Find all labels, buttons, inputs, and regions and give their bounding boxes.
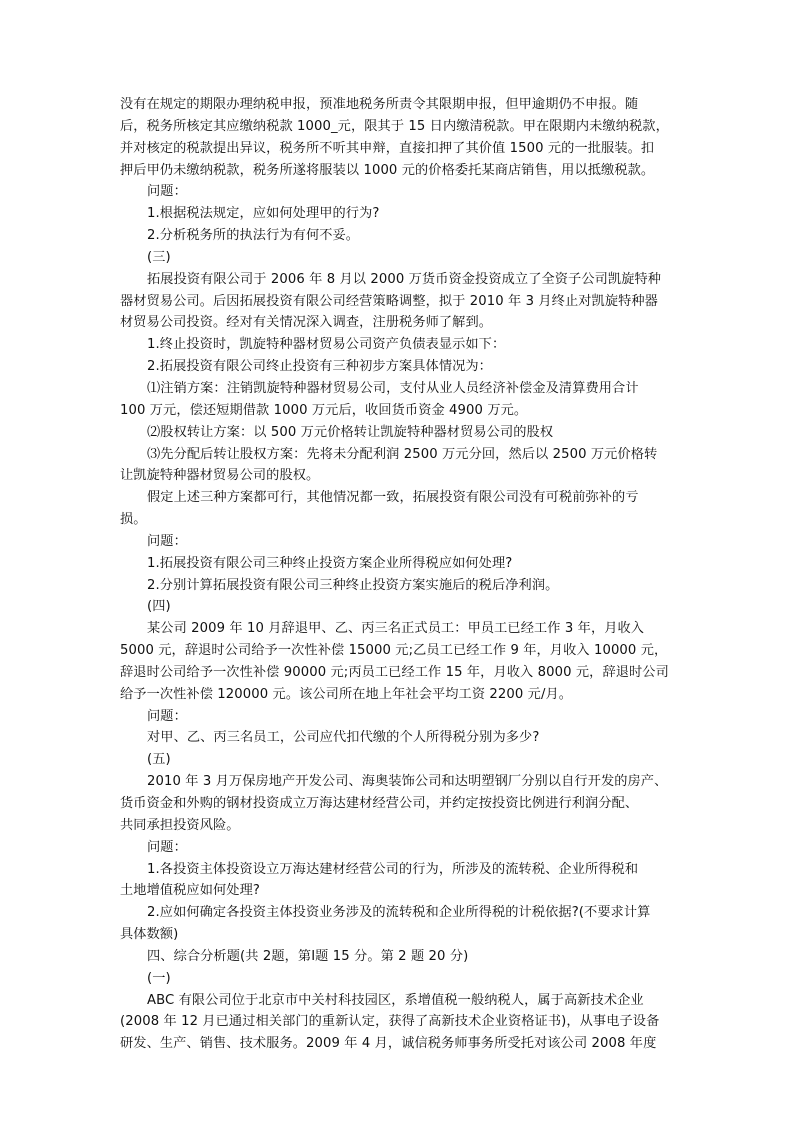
text-line: 研发、生产、销售、技术服务。2009 年 4 月，诚信税务师事务所受托对该公司 2008 年度 xyxy=(120,1036,657,1052)
text-line: ⑶先分配后转让股权方案：先将未分配利润 2500 万元分回，然后以 2500 万元价格转 xyxy=(147,446,658,462)
text-line: 1.各投资主体投资设立万海达建材经营公司的行为，所涉及的流转税、企业所得税和 xyxy=(147,861,639,877)
text-line: 100 万元，偿还短期借款 1000 万元后，收回货币资金 4900 万元。 xyxy=(120,402,528,418)
text-line: 辞退时公司给予一次性补偿 90000 元;丙员工已经工作 15 年，月收入 8000 元，辞退时公司 xyxy=(120,664,669,680)
text-line: (五) xyxy=(147,752,171,768)
text-line: 2.分别计算拓展投资有限公司三种终止投资方案实施后的税后净利润。 xyxy=(147,577,559,593)
text-line: 拓展投资有限公司于 2006 年 8 月以 2000 万货币资金投资成立了全资子公司凯旋特种 xyxy=(147,271,662,287)
text-line: (2008 年 12 月已通过相关部门的重新认定，获得了高新技术企业资格证书)，从事电子设备 xyxy=(120,1014,660,1030)
text-line: 损。 xyxy=(120,512,147,528)
text-line: 1.终止投资时，凯旋特种器材贸易公司资产负债表显示如下： xyxy=(147,337,506,353)
text-line: 问题： xyxy=(147,708,187,724)
document-page xyxy=(120,94,678,1055)
text-line: 1.拓展投资有限公司三种终止投资方案企业所得税应如何处理? xyxy=(147,555,513,571)
text-line: 5000 元，辞退时公司给予一次性补偿 15000 元;乙员工已经工作 9 年，月收入 10000 元， xyxy=(120,643,668,659)
text-line: 问题： xyxy=(147,839,187,855)
text-line: 并对核定的税款提出异议，税务所不听其申辩，直接扣押了其价值 1500 元的一批服装。扣 xyxy=(120,140,655,156)
text-line: (三) xyxy=(147,249,171,265)
text-line: 2010 年 3 月万保房地产开发公司、海奥装饰公司和达明塑钢厂分别以自行开发的房产、 xyxy=(147,774,668,790)
text-line: ⑵股权转让方案：以 500 万元价格转让凯旋特种器材贸易公司的股权 xyxy=(147,424,554,440)
text-line: 2.应如何确定各投资主体投资业务涉及的流转税和企业所得税的计税依据?(不要求计算 xyxy=(147,905,651,921)
text-line: ABC 有限公司位于北京市中关村科技园区，系增值税一般纳税人，属于高新技术企业 xyxy=(147,992,644,1008)
text-line: 具体数额) xyxy=(120,927,179,943)
text-line: 某公司 2009 年 10 月辞退甲、乙、丙三名正式员工：甲员工已经工作 3 年，月收入 xyxy=(147,621,645,637)
text-line: 后，税务所核定其应缴纳税款 1000_元，限其于 15 日内缴清税款。甲在限期内未缴纳税款， xyxy=(120,118,669,134)
text-line: ⑴注销方案：注销凯旋特种器材贸易公司，支付从业人员经济补偿金及清算费用合计 xyxy=(147,380,639,396)
text-line: 问题： xyxy=(147,533,187,549)
text-line: (一) xyxy=(147,970,171,986)
text-line: 没有在规定的期限办理纳税申报，预准地税务所责令其限期申报，但甲逾期仍不申报。随 xyxy=(120,97,639,112)
text-line: 押后甲仍未缴纳税款，税务所遂将服装以 1000 元的价格委托某商店销售，用以抵缴税款。 xyxy=(120,162,655,178)
text-line: 假定上述三种方案都可行，其他情况都一致，拓展投资有限公司没有可税前弥补的亏 xyxy=(147,490,639,506)
text-line: 共同承担投资风险。 xyxy=(120,817,240,833)
text-line: 对甲、乙、丙三名员工，公司应代扣代缴的个人所得税分别为多少? xyxy=(147,730,540,746)
text-line: 2.分析税务所的执法行为有何不妥。 xyxy=(147,228,360,244)
text-line: 土地增值税应如何处理? xyxy=(120,883,260,899)
text-line: 货币资金和外购的钢材投资成立万海达建材经营公司，并约定按投资比例进行利润分配、 xyxy=(120,796,639,811)
text-line: 给予一次性补偿 120000 元。该公司所在地上年社会平均工资 2200 元/月。 xyxy=(120,686,573,702)
text-line: 四、综合分析题(共 2题，第Ⅰ题 15 分。第 2 题 20 分) xyxy=(147,948,469,964)
text-line: 器材贸易公司。后因拓展投资有限公司经营策略调整，拟于 2010 年 3 月终止对凯旋特种器 xyxy=(120,293,658,309)
text-line: 材贸易公司投资。经对有关情况深入调查，注册税务师了解到。 xyxy=(120,315,493,331)
text-line: (四) xyxy=(147,599,171,615)
text-line: 1.根据税法规定，应如何处理甲的行为? xyxy=(147,206,380,222)
text-line: 问题： xyxy=(147,184,187,200)
text-line: 让凯旋特种器材贸易公司的股权。 xyxy=(120,468,320,484)
text-line: 2.拓展投资有限公司终止投资有三种初步方案具体情况为： xyxy=(147,359,492,375)
